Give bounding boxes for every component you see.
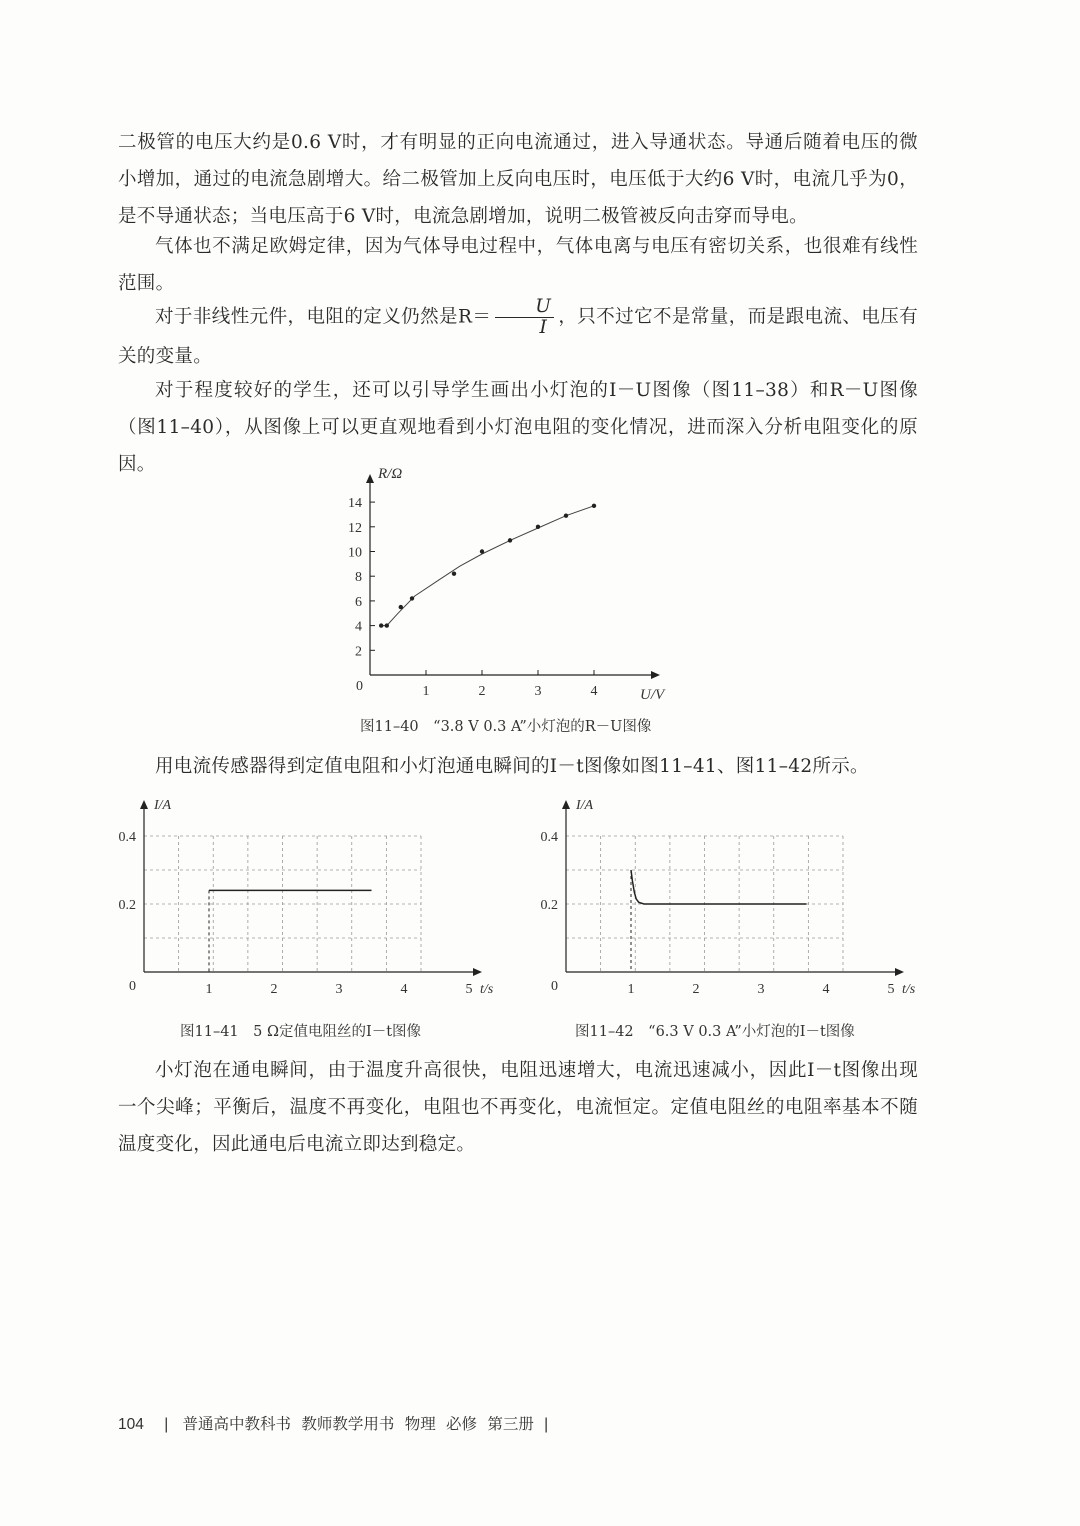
x-axis-label: U/V [640,687,665,703]
page-footer [118,1412,554,1434]
y-tick-label: 4 [355,619,362,635]
current-curve [631,870,807,904]
paragraph-diode: 二极管的电压大约是0.6 V时，才有明显的正向电流通过，进入导通状态。导通后随着电压的微小增加，通过的电流急剧增大。给二极管加上反向电压时，电压低于大约6 V时，电流几乎为0，是不导通状态；当电压高于6 V时，电流急剧增加，说明二极管被反向击穿而导电。 [118,132,918,227]
y-axis-arrow [562,800,570,809]
x-tick-label: 3 [335,982,343,997]
origin-label: 0 [551,979,558,994]
y-tick-label: 0.2 [540,898,558,913]
x-axis-arrow [895,968,904,976]
origin-label: 0 [129,979,136,994]
paragraph-sensor: 用电流传感器得到定值电阻和小灯泡通电瞬间的I－t图像如图11–41、图11–42所示。 [155,756,869,777]
y-axis-label: I/A [154,798,172,813]
footer-level: 必修 [446,1416,478,1433]
y-tick-label: 0.4 [540,830,558,845]
x-tick-label: 1 [422,684,430,699]
paragraph-conclusion: 小灯泡在通电瞬间，由于温度升高很快，电阻迅速增大，电流迅速减小，因此I－t图像出现一个尖峰；平衡后，温度不再变化，电阻也不再变化，电流恒定。定值电阻丝的电阻率基本不随温度变化，因此通电后电流立即达到稳定。 [118,1060,918,1155]
footer-separator: | [164,1416,169,1433]
x-tick-label: 5 [887,982,895,997]
figure-11-41-caption: 图11–41 5 Ω定值电阻丝的I－t图像 [180,1024,422,1040]
x-axis-label: t/s [480,982,494,997]
footer-end-separator: | [544,1416,549,1433]
y-tick-label: 6 [355,594,362,610]
x-tick-label: 1 [627,982,635,997]
y-tick-label: 8 [355,570,362,586]
paragraph-students: 对于程度较好的学生，还可以引导学生画出小灯泡的I－U图像（图11–38）和R－U图像（图11–40），从图像上可以更直观地看到小灯泡电阻的变化情况，进而深入分析电阻变化的原因。 [118,380,918,475]
y-tick-label: 14 [348,496,362,512]
fraction-denominator: I [539,317,548,338]
resistance-text-after: ，只不过它不是常量，而是跟电流、电压有关的变量。 [118,306,918,367]
resistance-text-before: 对于非线性元件，电阻的定义仍然是R＝ [155,306,492,328]
x-tick-label: 2 [478,684,486,699]
x-tick-label: 2 [270,982,278,997]
x-tick-label: 3 [757,982,765,997]
origin-label: 0 [356,679,363,694]
footer-subject: 物理 [404,1416,436,1433]
x-tick-label: 2 [692,982,700,997]
fraction-numerator: U [495,297,554,318]
y-tick-label: 0.2 [118,898,136,913]
x-axis-label: t/s [902,982,916,997]
y-tick-label: 0.4 [118,830,136,845]
y-axis-label: R/Ω [378,466,403,482]
footer-book-type: 教师教学用书 [301,1416,395,1433]
page-number: 104 [118,1416,144,1433]
x-tick-label: 4 [590,684,598,699]
y-axis-label: I/A [576,798,594,813]
x-tick-label: 5 [465,982,473,997]
y-tick-label: 2 [355,644,362,660]
x-tick-label: 4 [400,982,408,997]
figure-11-40-caption: 图11–40 “3.8 V 0.3 A”小灯泡的R－U图像 [360,719,652,735]
y-tick-label: 12 [348,520,362,536]
y-tick-label: 10 [348,545,362,561]
footer-volume: 第三册 [487,1416,534,1433]
figure-11-42-caption: 图11–42 “6.3 V 0.3 A”小灯泡的I－t图像 [575,1024,855,1040]
x-tick-label: 1 [205,982,213,997]
footer-book-title: 普通高中教科书 [182,1416,292,1433]
x-tick-label: 4 [822,982,830,997]
paragraph-gas: 气体也不满足欧姆定律，因为气体导电过程中，气体电离与电压有密切关系，也很难有线性范围。 [118,236,918,294]
x-tick-label: 3 [534,684,542,699]
